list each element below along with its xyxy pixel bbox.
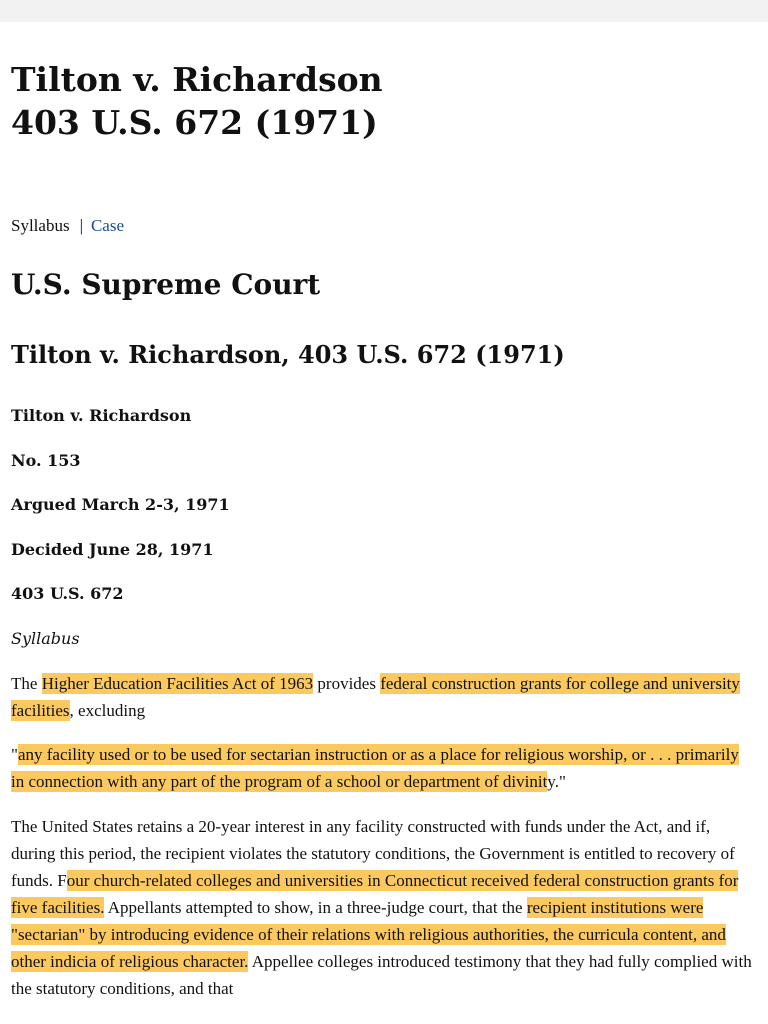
- tab-nav: [11, 214, 124, 238]
- case-name: Tilton v. Richardson: [11, 406, 192, 425]
- court-heading: U.S. Supreme Court: [11, 268, 321, 301]
- top-bar: [0, 0, 768, 22]
- syllabus-paragraph-2: [11, 813, 756, 1002]
- highlight: any facility used or to be used for sectarian instruction or as a place for religious worship, or . . . primarily in connection with any part of the program of a school or department of divinit: [11, 745, 739, 791]
- page-title: [11, 58, 383, 144]
- title-line-2: 403 U.S. 672 (1971): [11, 103, 378, 142]
- text-segment: Appellee colleges introduced testimony that they had fully complied with the statutory conditions, and that: [11, 952, 752, 998]
- syllabus-quote: [11, 741, 756, 795]
- text-segment: y.": [547, 772, 566, 791]
- highlight: federal construction grants for college and university facilities: [11, 674, 740, 720]
- highlight: our church-related colleges and universities in Connecticut received federal construction grants for five facilities.: [11, 871, 739, 917]
- syllabus-paragraph-1: [11, 670, 756, 724]
- highlight: Higher Education Facilities Act of 1963: [41, 674, 314, 693]
- text-segment: The United States retains a 20-year interest in any facility constructed with funds under the Act, and if, during this period, the recipient violates the statutory conditions, the Government is entitled to recovery of funds. F: [11, 817, 735, 890]
- highlight: recipient institutions were "sectarian" by introducing evidence of their relations with religious authorities, the curricula content, and other indicia of religious character.: [11, 898, 726, 971]
- case-heading: Tilton v. Richardson, 403 U.S. 672 (1971): [11, 340, 565, 369]
- syllabus-label: Syllabus: [11, 629, 80, 648]
- title-line-1: Tilton v. Richardson: [11, 60, 383, 99]
- argued-date: Argued March 2-3, 1971: [11, 495, 230, 514]
- text-segment: ": [11, 745, 18, 764]
- text-segment: Appellants attempted to show, in a three-judge court, that the: [104, 898, 527, 917]
- text-segment: The: [11, 674, 42, 693]
- docket-number: No. 153: [11, 451, 81, 470]
- tab-case-link[interactable]: Case: [90, 216, 125, 235]
- text-segment: provides: [313, 674, 381, 693]
- decided-date: Decided June 28, 1971: [11, 540, 214, 559]
- citation: 403 U.S. 672: [11, 584, 124, 603]
- tab-syllabus[interactable]: Syllabus: [11, 216, 70, 235]
- text-segment: , excluding: [69, 701, 146, 720]
- tab-separator: |: [79, 216, 83, 235]
